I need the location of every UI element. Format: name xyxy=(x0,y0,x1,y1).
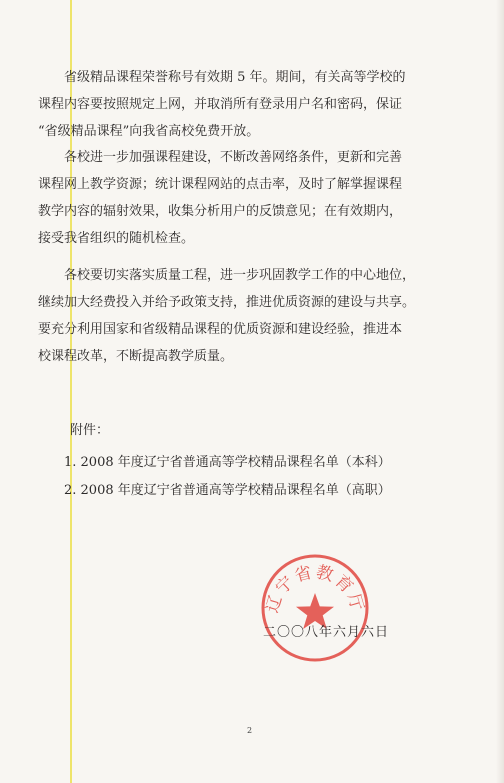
attachment-item: 2. 2008 年度辽宁省普通高等学校精品课程名单（高职） xyxy=(64,483,391,498)
paragraph-line: 课程内容要按照规定上网，并取消所有登录用户名和密码，保证 xyxy=(38,97,403,112)
paragraph-validity xyxy=(38,64,478,145)
page-number: 2 xyxy=(247,726,253,735)
paragraph-line: 课程网上教学资源；统计课程网站的点击率，及时了解掌握课程 xyxy=(38,177,403,192)
paragraph-line: 接受我省组织的随机检查。 xyxy=(38,231,195,246)
paragraph-line: 各校进一步加强课程建设，不断改善网络条件，更新和完善 xyxy=(64,150,403,165)
paragraph-line: 教学内容的辐射效果，收集分析用户的反馈意见；在有效期内， xyxy=(38,204,403,219)
paragraph-line: 各校要切实落实质量工程，进一步巩固教学工作的中心地位， xyxy=(64,268,416,283)
attachments-title: 附件： xyxy=(70,423,110,438)
paragraph-course-construction xyxy=(38,144,478,252)
paragraph-line: 要充分利用国家和省级精品课程的优质资源和建设经验，推进本 xyxy=(38,322,403,337)
paragraph-line: 继续加大经费投入并给予政策支持，推进优质资源的建设与共享。 xyxy=(38,295,416,310)
page-edge-shadow xyxy=(496,0,504,783)
paragraph-quality-project xyxy=(38,262,478,370)
issue-date: 二〇〇八年六月六日 xyxy=(263,625,390,640)
attachments-list xyxy=(64,449,391,505)
paragraph-line: 校课程改革，不断提高教学质量。 xyxy=(38,349,234,364)
official-seal xyxy=(258,551,372,665)
seal-text: 辽宁省教育厅 xyxy=(262,562,368,616)
paragraph-line: 省级精品课程荣誉称号有效期 5 年。期间，有关高等学校的 xyxy=(64,70,406,85)
paragraph-line: “省级精品课程”向我省高校免费开放。 xyxy=(38,124,260,139)
attachment-item: 1. 2008 年度辽宁省普通高等学校精品课程名单（本科） xyxy=(64,455,391,470)
